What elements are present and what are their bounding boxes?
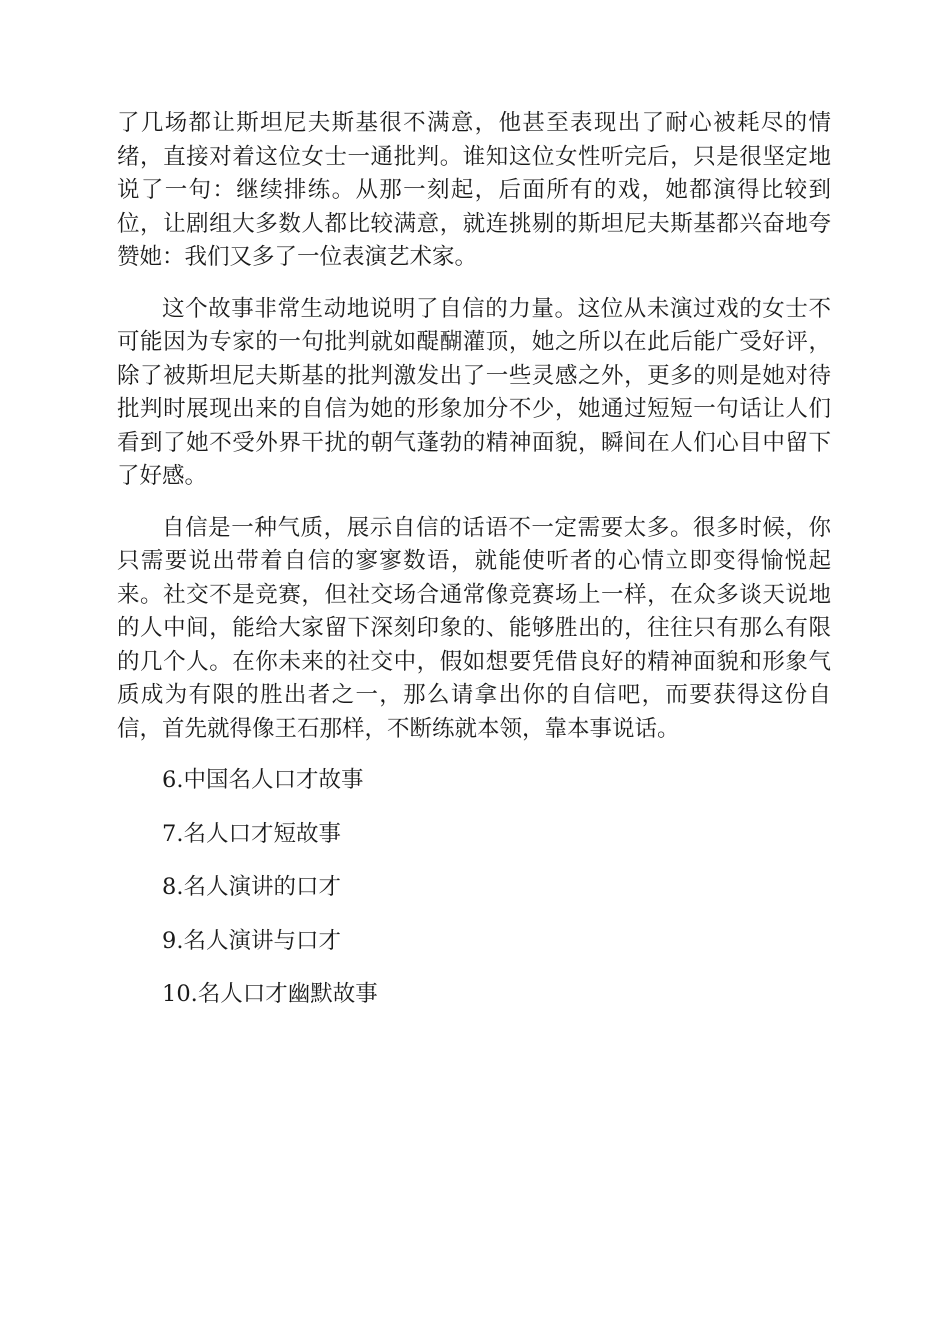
list-item bbox=[117, 978, 831, 1012]
list-item-text: 10.名人口才幽默故事 bbox=[162, 981, 378, 1007]
paragraph-story-analysis: 这个故事非常生动地说明了自信的力量。这位从未演过戏的女士不可能因为专家的一句批判就如醍醐灌顶，她之所以在此后能广受好评，除了被斯坦尼夫斯基的批判激发出了一些灵感之外，更多的则是她对待批判时展现出来的自信为她的形象加分不少，她通过短短一句话让人们看到了她不受外界干扰的朝气蓬勃的精神面貌，瞬间在人们心目中留下了好感。 bbox=[117, 295, 831, 489]
paragraph-continuation: 了几场都让斯坦尼夫斯基很不满意，他甚至表现出了耐心被耗尽的情绪，直接对着这位女士一通批判。谁知这位女性听完后，只是很坚定地说了一句：继续排练。从那一刻起，后面所有的戏，她都演得比较到位，让剧组大多数人都比较满意，就连挑剔的斯坦尼夫斯基都兴奋地夸赞她：我们又多了一位表演艺术家。 bbox=[117, 110, 831, 270]
list-item bbox=[117, 764, 831, 798]
list-item bbox=[117, 925, 831, 959]
list-item-text: 9.名人演讲与口才 bbox=[162, 927, 341, 954]
related-articles-list bbox=[117, 764, 831, 1012]
list-item-text: 6.中国名人口才故事 bbox=[162, 767, 364, 793]
paragraph-confidence: 自信是一种气质，展示自信的话语不一定需要太多。很多时候，你只需要说出带着自信的寥寥数语，就能使听者的心情立即变得愉悦起来。社交不是竞赛，但社交场合通常像竞赛场上一样，在众多谈天说地的人中间，能给大家留下深刻印象的、能够胜出的，往往只有那么有限的几个人。在你未来的社交中，假如想要凭借良好的精神面貌和形象气质成为有限的胜出者之一，那么请拿出你的自信吧，而要获得这份自信，首先就得像王石那样，不断练就本领，靠本事说话。 bbox=[117, 514, 831, 742]
list-item-text: 7.名人口才短故事 bbox=[162, 820, 341, 847]
list-item-text: 8.名人演讲的口才 bbox=[162, 874, 341, 900]
list-item bbox=[117, 871, 831, 905]
list-item bbox=[117, 818, 831, 852]
document-page bbox=[117, 107, 831, 1012]
